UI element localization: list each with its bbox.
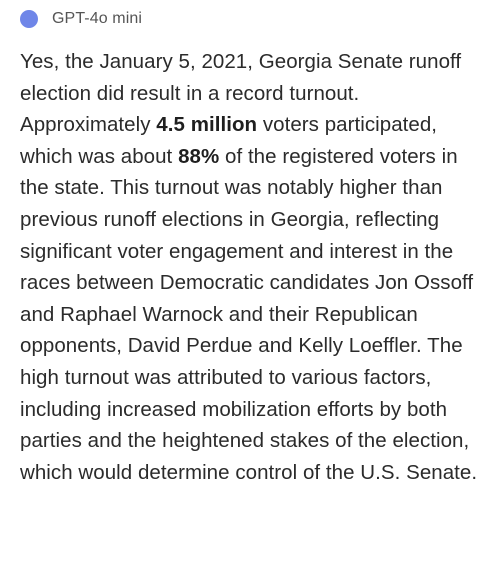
model-name: GPT-4o mini bbox=[52, 10, 143, 27]
model-dot-icon bbox=[20, 10, 38, 28]
response-text-part-2: voters participated, which was about bbox=[20, 113, 438, 168]
response-text-part-1: Yes, the January 5, 2021, Georgia Senate runoff election did result in a record turnout. Approximately bbox=[20, 50, 462, 137]
response-text bbox=[20, 46, 487, 488]
turnout-percent: 88% bbox=[178, 144, 220, 168]
model-header bbox=[20, 6, 487, 32]
turnout-count: 4.5 million bbox=[156, 113, 258, 137]
response-text-part-3: of the registered voters in the state. This turnout was notably higher than previous runoff elections in Georgia, reflecting significant voter engagement and interest in the races between Democratic candidates Jon Ossoff and Raphael Warnock and their Republican opponents, David Perdue and Kelly Loeffler. The high turnout was attributed to various factors, including increased mobilization efforts by both parties and the heightened stakes of the election, which would determine control of the U.S. Senate. bbox=[20, 144, 478, 484]
